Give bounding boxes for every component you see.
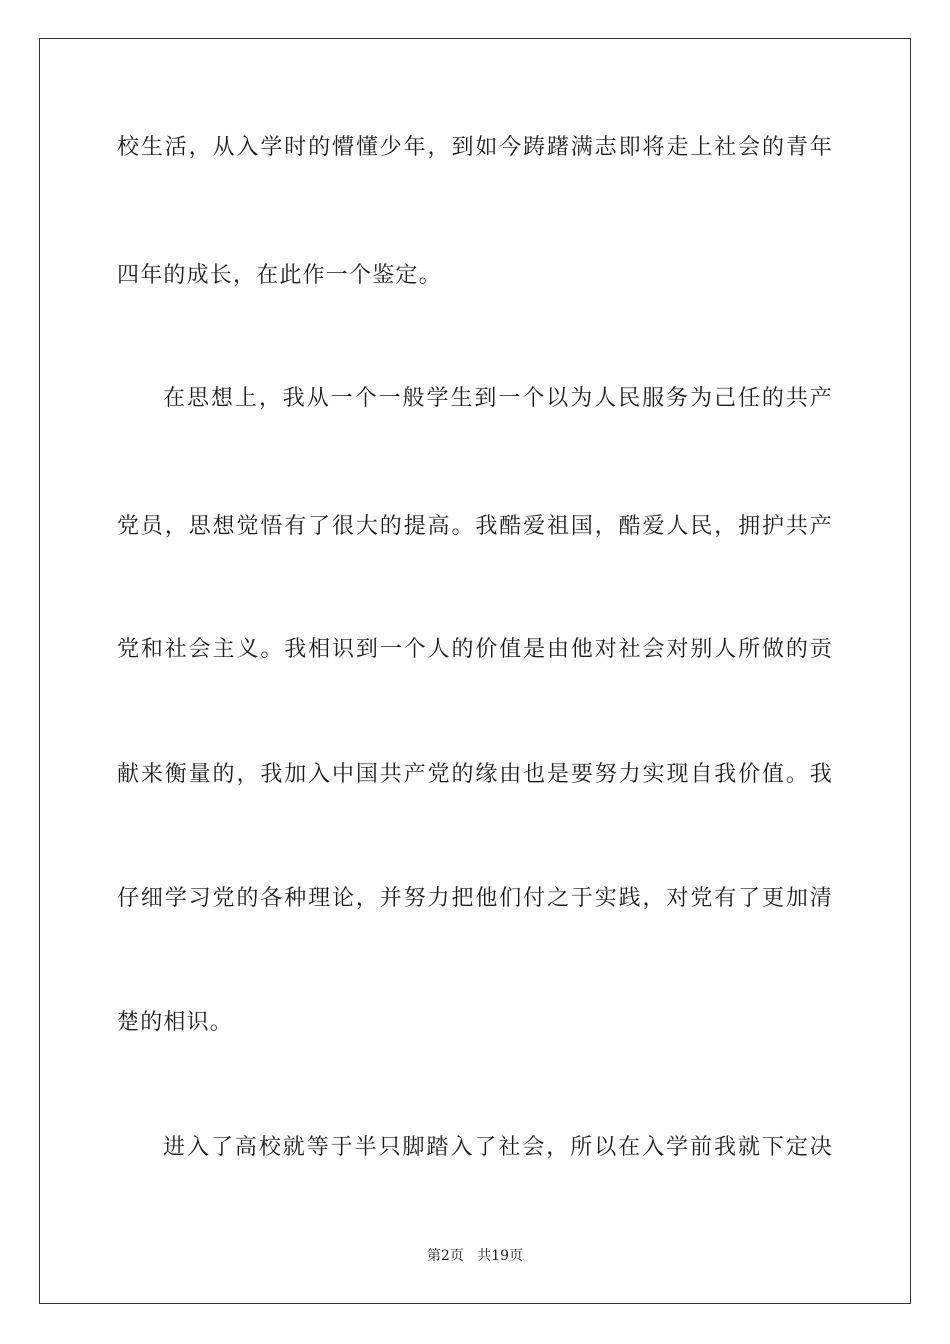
- paragraph-line-4: 党员，思想觉悟有了很大的提高。我酷爱祖国，酷爱人民，拥护共产: [117, 514, 833, 539]
- paragraph-line-1: 校生活，从入学时的懵懂少年，到如今踌躇满志即将走上社会的青年: [117, 135, 833, 160]
- paragraph-line-8: 楚的相识。: [117, 1010, 234, 1035]
- paragraph-line-6: 献来衡量的，我加入中国共产党的缘由也是要努力实现自我价值。我: [117, 762, 833, 787]
- page-total: 共19页: [477, 1248, 524, 1264]
- page-number: 第2页: [426, 1248, 464, 1264]
- page-border: [39, 38, 911, 1304]
- paragraph-line-3: 在思想上，我从一个一般学生到一个以为人民服务为己任的共产: [163, 386, 833, 411]
- paragraph-line-9: 进入了高校就等于半只脚踏入了社会，所以在入学前我就下定决: [163, 1135, 833, 1160]
- paragraph-line-5: 党和社会主义。我相识到一个人的价值是由他对社会对别人所做的贡: [117, 637, 833, 662]
- paragraph-line-7: 仔细学习党的各种理论，并努力把他们付之于实践，对党有了更加清: [117, 886, 833, 911]
- paragraph-line-2: 四年的成长，在此作一个鉴定。: [117, 263, 442, 288]
- page-footer: [0, 1246, 950, 1266]
